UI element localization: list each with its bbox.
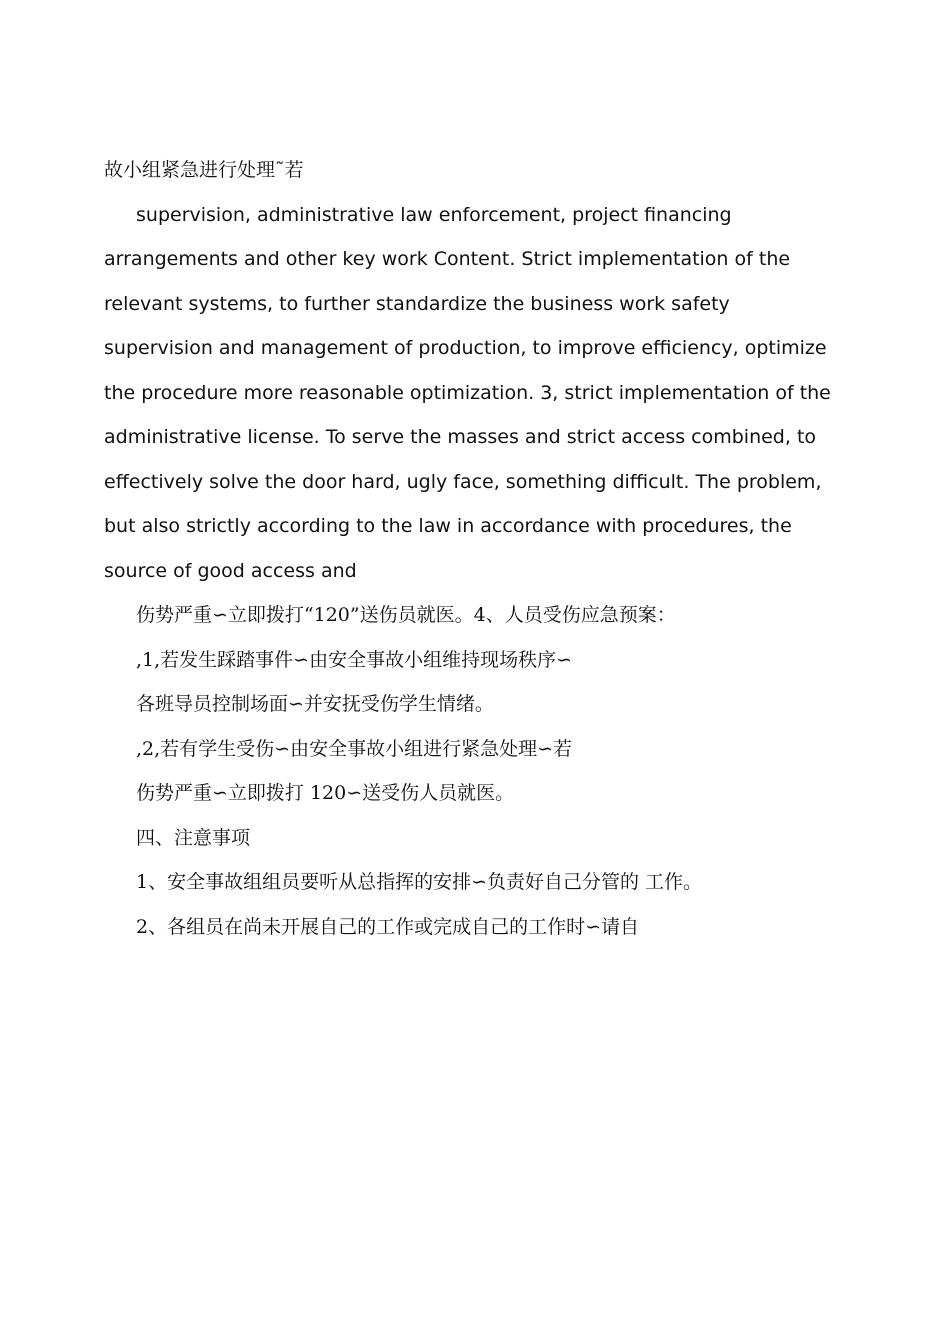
text-line: ,2,若有学生受伤∽由安全事故小组进行紧急处理∽若 bbox=[136, 737, 573, 760]
text-line: relevant systems, to further standardize the business work safety bbox=[104, 292, 730, 315]
text-line: administrative license. To serve the masses and strict access combined, to bbox=[104, 426, 817, 448]
text-line: but also strictly according to the law in accordance with procedures, the bbox=[104, 515, 792, 537]
text-line: 故小组紧急进行处理˜若 bbox=[104, 159, 304, 181]
text-line: supervision, administrative law enforcement, project financing bbox=[136, 203, 732, 226]
text-line: 1、安全事故组组员要听从总指挥的安排∽负责好自己分管的 工作。 bbox=[136, 871, 703, 893]
text-line: 伤势严重∽立即拨打 120∽送受伤人员就医。 bbox=[136, 782, 515, 804]
text-line: arrangements and other key work Content. Strict implementation of the bbox=[104, 248, 791, 270]
text-line: ,1,若发生踩踏事件∽由安全事故小组维持现场秩序∽ bbox=[136, 648, 573, 671]
text-line: the procedure more reasonable optimization. 3, strict implementation of the bbox=[104, 381, 831, 404]
text-line: 2、各组员在尚未开展自己的工作或完成自己的工作时∽请自 bbox=[136, 915, 640, 938]
text-line: 伤势严重∽立即拨打“120”送伤员就医。4、人员受伤应急预案： bbox=[136, 604, 676, 626]
text-line: 各班导员控制场面∽并安抚受伤学生情绪。 bbox=[136, 693, 494, 715]
text-line: supervision and management of production, to improve efficiency, optimize bbox=[104, 337, 827, 359]
section-heading: 四、注意事项 bbox=[136, 826, 251, 849]
document-body bbox=[104, 148, 854, 949]
text-line: effectively solve the door hard, ugly face, something difficult. The problem, bbox=[104, 470, 822, 493]
text-line: source of good access and bbox=[104, 559, 357, 582]
